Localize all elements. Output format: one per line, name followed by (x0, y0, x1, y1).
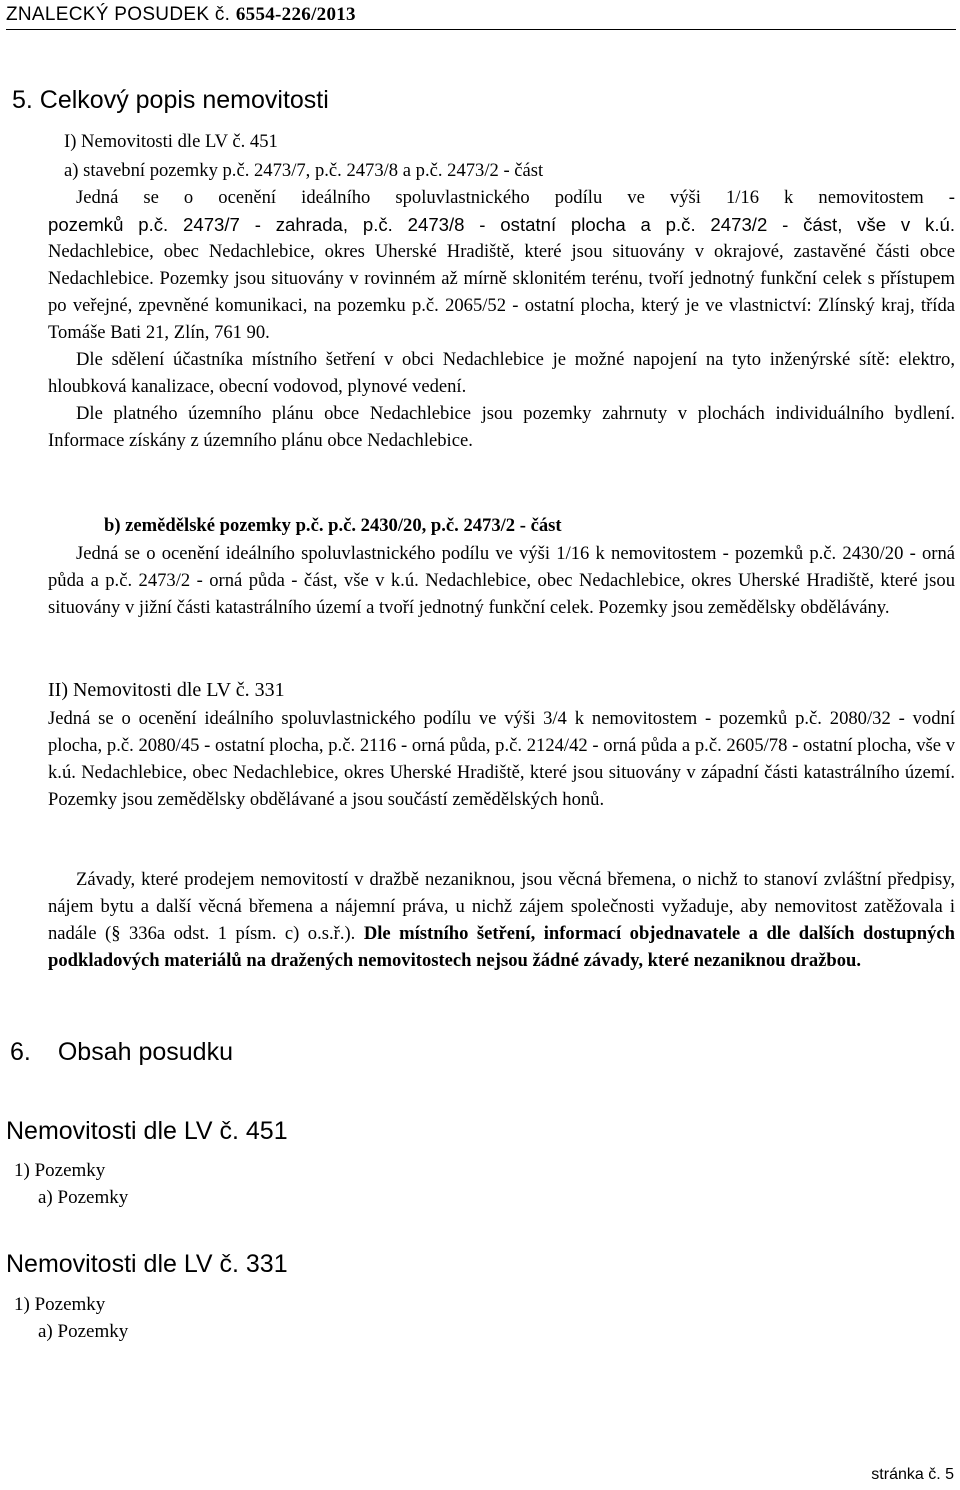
contents-group-title-lv331: Nemovitosti dle LV č. 331 (6, 1250, 288, 1278)
contents-item-lv451-pozemky: 1) Pozemky (14, 1160, 106, 1181)
section-5-title: 5. Celkový popis nemovitosti (12, 86, 329, 114)
header-title: ZNALECKÝ POSUDEK č. (6, 4, 236, 25)
zavady-paragraph (48, 866, 955, 974)
zavady-bold-text: Dle místního šetření, informací objednavatele a dle dalších dostupných podkladových materiálů na dražených nemovitostech nejsou žádné závady, které nezaniknou dražbou. (48, 923, 955, 971)
contents-group-title-lv451: Nemovitosti dle LV č. 451 (6, 1117, 288, 1145)
subsection-b-title: b) zemědělské pozemky p.č. p.č. 2430/20, p.č. 2473/2 - část (104, 515, 562, 536)
subsection-b-paragraph: Jedná se o ocenění ideálního spoluvlastnického podílu ve výši 1/16 k nemovitostem - pozemků p.č. 2430/20 - orná půda a p.č. 2473/2 - orná půda - část, vše v k.ú. Nedachlebice, obec Nedachlebice, okres Uherské Hradiště, které jsou situovány v jižní části katastrálního území a tvoří jednotný funkční celek. Pozemky jsou zemědělsky obdělávány. (48, 543, 955, 618)
contents-subitem-lv331-pozemky: a) Pozemky (38, 1321, 129, 1342)
contents-item-lv331-pozemky: 1) Pozemky (14, 1294, 106, 1315)
subsection-a-paragraph-2: Dle sdělení účastníka místního šetření v obci Nedachlebice je možné napojení na tyto inženýrské sítě: elektro, hloubková kanalizace, obecní vodovod, plynové vedení. (48, 349, 955, 397)
part-1-title: I) Nemovitosti dle LV č. 451 (64, 131, 278, 152)
section-6-number: 6. (10, 1038, 31, 1066)
part-2-paragraph: Jedná se o ocenění ideálního spoluvlastnického podílu ve výši 3/4 k nemovitostem - pozemků p.č. 2080/32 - vodní plocha, p.č. 2080/45 - ostatní plocha, p.č. 2116 - orná půda, p.č. 2124/42 - orná půda a p.č. 2605/78 - ostatní plocha, vše v k.ú. Nedachlebice, obec Nedachlebice, okres Uherské Hradiště, které jsou situovány v západní části katastrálního území. Pozemky jsou zemědělsky obdělávané a jsou součástí zemědělských honů. (48, 708, 955, 810)
header-number: 6554-226/2013 (235, 4, 356, 25)
section-5-part-2 (48, 677, 955, 813)
part-2-title: II) Nemovitosti dle LV č. 331 (48, 679, 285, 701)
section-6-heading (10, 1038, 233, 1067)
contents-subitem-lv451-pozemky: a) Pozemky (38, 1187, 129, 1208)
subsection-a-title: a) stavební pozemky p.č. 2473/7, p.č. 2473/8 a p.č. 2473/2 - část (64, 160, 544, 181)
subsection-a-line2: pozemků p.č. 2473/7 - zahrada, p.č. 2473/8 - ostatní plocha a p.č. 2473/2 - část, vše v k.ú. (48, 214, 955, 235)
document-header (6, 4, 956, 30)
page-number: stránka č. 5 (871, 1466, 954, 1483)
subsection-a-paragraph-1: Nedachlebice, obec Nedachlebice, okres Uherské Hradiště, které jsou situovány v okrajové, zastavěné části obce Nedachlebice. Pozemky jsou situovány v rovinném až mírně sklonitém terénu, tvoří jednotný funkční celek s přístupem po veřejné, zpevněné komunikaci, na pozemku p.č. 2065/52 - ostatní plocha, který je ve vlastnictví: Zlínský kraj, třída Tomáše Bati 21, Zlín, 761 90. (48, 241, 955, 343)
section-5-part-1 (48, 128, 955, 454)
section-6-title: Obsah posudku (57, 1038, 233, 1066)
subsection-a-paragraph-3: Dle platného územního plánu obce Nedachlebice jsou pozemky zahrnuty v plochách individuálního bydlení. Informace získány z územního plánu obce Nedachlebice. (48, 403, 955, 451)
subsection-a-line1: Jedná se o ocenění ideálního spoluvlastnického podílu ve výši 1/16 k nemovitostem - (76, 187, 955, 208)
zavady-text: Závady, které prodejem nemovitostí v dražbě nezaniknou, jsou věcná břemena, o nichž to stanoví zvláštní předpisy, nájem bytu a další věcná břemena a nájemní práva, u nichž zájem společnosti vyžaduje, aby nemovitost zatěžovala i nadále (§ 336a odst. 1 písm. c) o.s.ř.). (48, 869, 955, 944)
zavady-block (48, 866, 955, 974)
subsection-b (48, 512, 955, 621)
